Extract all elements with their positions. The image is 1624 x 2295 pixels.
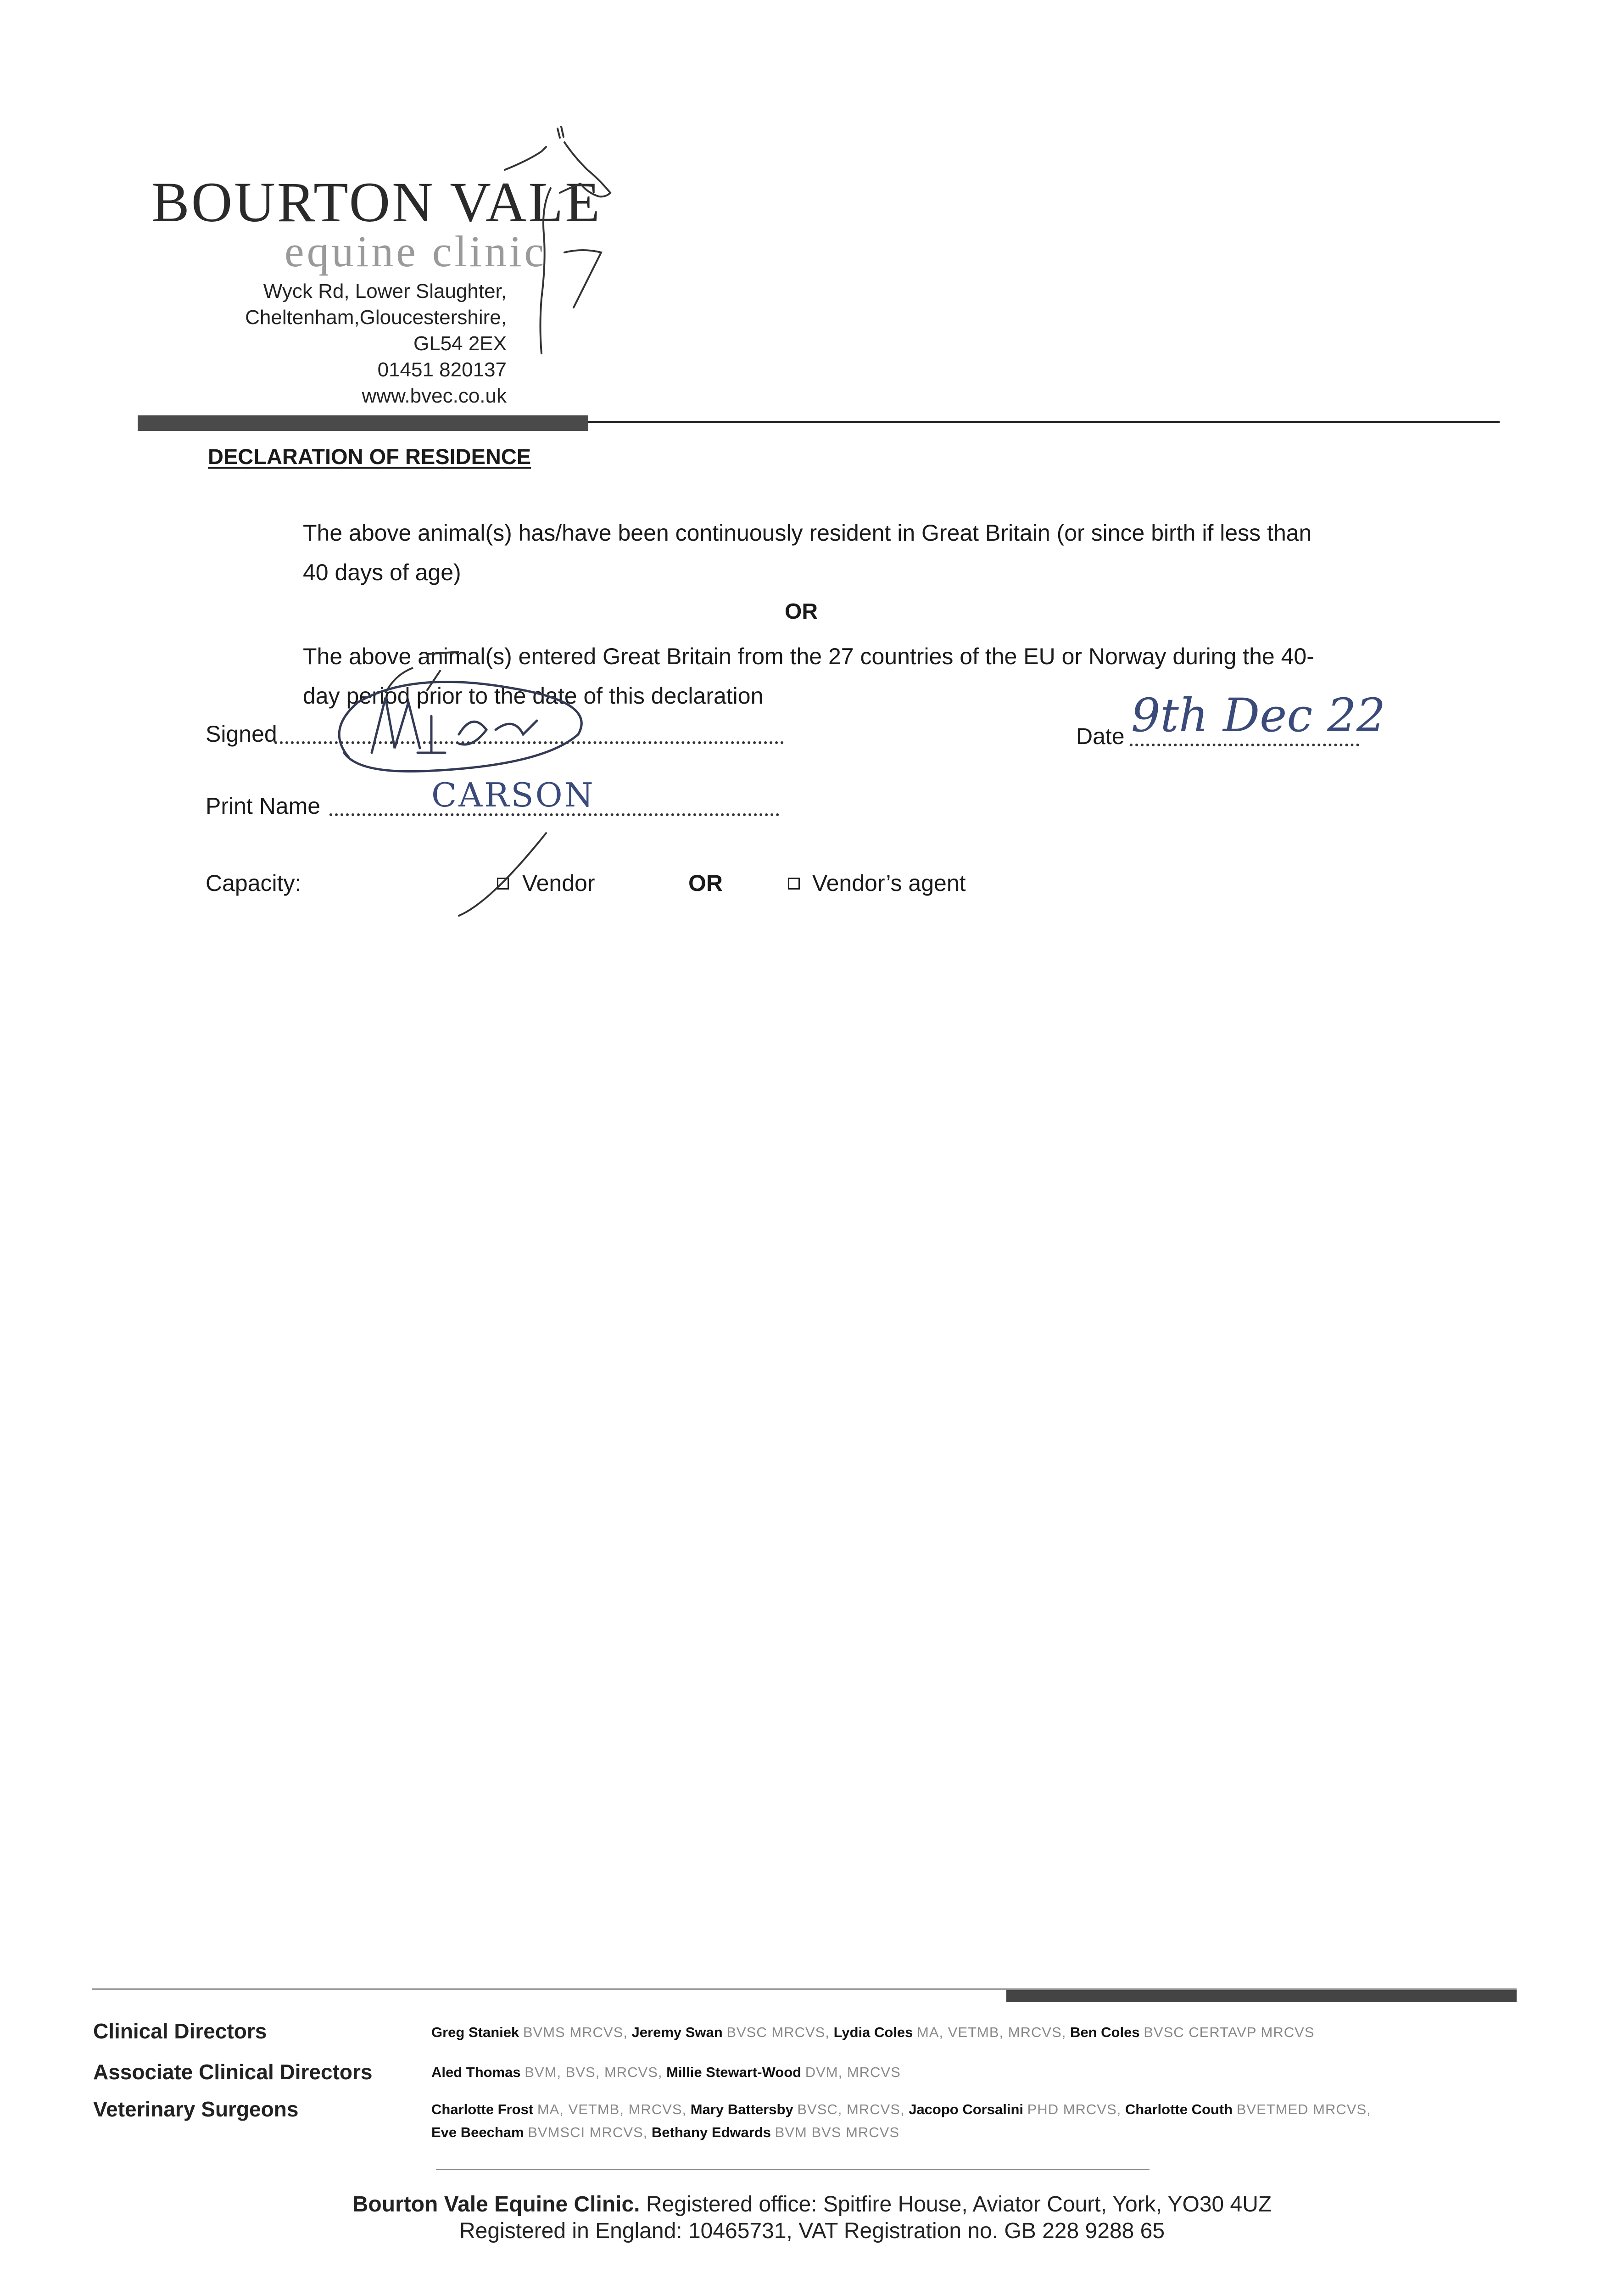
print-name-value: CARSON [431,776,595,814]
staff-name: Mary Battersby [690,2101,793,2117]
vet-surgeons-list-2 [431,2124,899,2141]
staff-name: Jacopo Corsalini [909,2101,1023,2117]
clinic-phone: 01451 820137 [377,358,507,381]
date-value: 9th Dec 22 [1131,688,1386,742]
staff-quals: BVMSCI MRCVS, [528,2124,648,2140]
signed-label: Signed [206,721,277,747]
staff-name: Millie Stewart-Wood [666,2064,802,2080]
staff-name: Charlotte Frost [431,2101,534,2117]
vendors-agent-checkbox[interactable] [788,878,800,890]
vet-surgeons-list-1 [431,2101,1371,2118]
declaration-heading: DECLARATION OF RESIDENCE [208,444,531,469]
staff-quals: BVMS MRCVS, [523,2024,628,2040]
capacity-or-label: OR [688,870,723,896]
associate-directors-label: Associate Clinical Directors [93,2060,373,2084]
statement-1-line-1: The above animal(s) has/have been continuously resident in Great Britain (or since birth if less than [303,520,1312,546]
date-field[interactable] [1130,744,1359,746]
staff-quals: BVSC CERTAVP MRCVS [1144,2024,1315,2040]
staff-quals: BVM BVS MRCVS [775,2124,900,2140]
staff-name: Jeremy Swan [631,2024,723,2040]
staff-name: Charlotte Couth [1125,2101,1233,2117]
registered-office-address: Registered office: Spitfire House, Aviator Court, York, YO30 4UZ [640,2192,1272,2217]
address-line-1: Wyck Rd, Lower Slaughter, [263,280,507,302]
vendors-agent-option-label: Vendor’s agent [812,870,966,896]
header-accent-bar [138,415,588,431]
staff-quals: DVM, MRCVS [805,2064,901,2080]
clinical-directors-label: Clinical Directors [93,2019,267,2043]
clinic-subtitle: equine clinic [285,227,547,276]
footer-rule [92,1988,1517,1990]
staff-quals: BVM, BVS, MRCVS, [525,2064,663,2080]
registration-numbers: Registered in England: 10465731, VAT Registration no. GB 228 9288 65 [459,2219,1165,2243]
staff-name: Lydia Coles [833,2024,913,2040]
capacity-label: Capacity: [206,870,301,896]
horse-logo-icon [496,115,633,399]
staff-name: Bethany Edwards [651,2124,771,2140]
clinic-website: www.bvec.co.uk [362,385,507,407]
staff-name: Greg Staniek [431,2024,519,2040]
print-name-label: Print Name [206,793,321,819]
vendor-option-label: Vendor [522,870,595,896]
staff-name: Eve Beecham [431,2124,524,2140]
footer-accent-bar [1006,1990,1517,2002]
staff-quals: MA, VETMB, MRCVS, [917,2024,1066,2040]
staff-quals: PHD MRCVS, [1027,2101,1122,2117]
address-line-2: Cheltenham,Gloucestershire, [245,306,507,329]
statement-2-line-1: The above animal(s) entered Great Britain from the 27 countries of the EU or Norway during the 40- [303,644,1314,669]
statement-2-line-2: day period prior to the date of this declaration [303,683,764,709]
clinic-brand-name: BOURTON VALE [151,171,602,234]
company-name: Bourton Vale Equine Clinic. [352,2192,640,2217]
staff-quals: MA, VETMB, MRCVS, [537,2101,687,2117]
staff-name: Ben Coles [1070,2024,1140,2040]
associate-directors-list [431,2064,901,2081]
handwritten-signature-icon [321,661,615,785]
staff-quals: BVSC, MRCVS, [797,2101,905,2117]
staff-name: Aled Thomas [431,2064,521,2080]
statement-1-line-2: 40 days of age) [303,560,461,585]
clinical-directors-list [431,2024,1315,2041]
registered-office [0,2192,1624,2217]
address-postcode: GL54 2EX [413,332,507,355]
staff-quals: BVETMED MRCVS, [1236,2101,1371,2117]
vet-surgeons-label: Veterinary Surgeons [93,2097,299,2121]
footer-divider [436,2169,1150,2170]
or-separator: OR [785,599,818,624]
date-label: Date [1076,723,1125,749]
staff-quals: BVSC MRCVS, [726,2024,830,2040]
